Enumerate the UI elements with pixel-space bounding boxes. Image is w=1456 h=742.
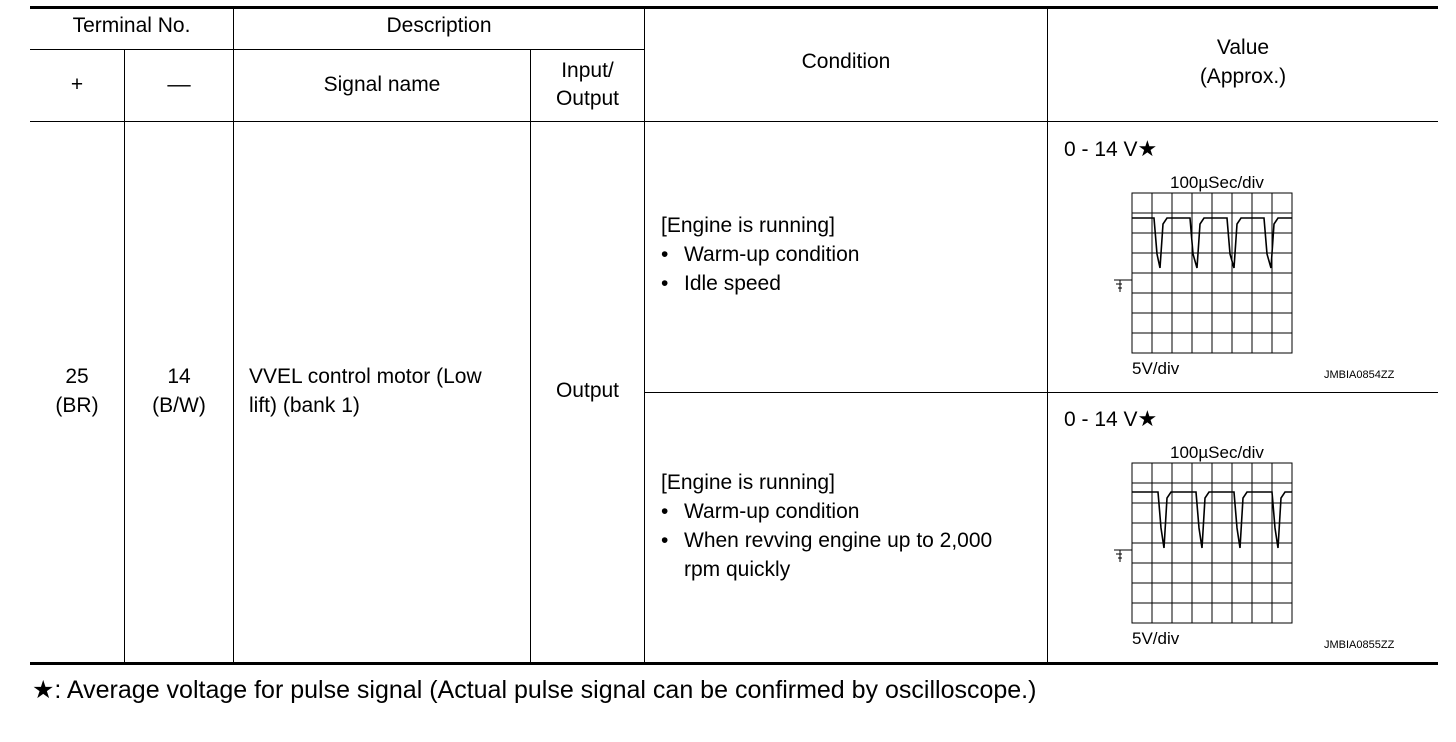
oscilloscope-graph-2: [1110, 438, 1430, 658]
condition-2-bullet-2: •: [661, 529, 669, 552]
oscilloscope-graph-1: [1110, 168, 1430, 388]
oscilloscope-waveform-2: [1110, 438, 1430, 658]
volt-division-label: 5V/div: [1132, 359, 1180, 378]
col-divider-signal-io: [530, 50, 531, 662]
star-icon: ★: [32, 676, 55, 704]
condition-1-item-1: Warm-up condition: [684, 243, 860, 266]
condition-divider-rule: [644, 392, 1438, 393]
terminal-plus-wire-color: (BR): [55, 394, 99, 417]
io-value: Output: [555, 379, 620, 402]
table-bottom-rule: [30, 662, 1438, 665]
signal-name-line1: VVEL control motor (Low: [249, 365, 482, 388]
signal-name-line2: lift) (bank 1): [249, 394, 360, 417]
header-plus: +: [70, 73, 84, 96]
footnote-text: : Average voltage for pulse signal (Actual pulse signal can be confirmed by oscilloscope.): [54, 676, 1037, 704]
header-terminal-no: Terminal No.: [72, 14, 191, 37]
header-condition: Condition: [801, 50, 891, 73]
ground-symbol-icon: [1114, 550, 1132, 562]
header-io-line1: Input/: [561, 59, 614, 82]
condition-2-title: [Engine is running]: [661, 471, 835, 494]
time-division-label: 100µSec/div: [1170, 443, 1264, 462]
value-2-range-text: 0 - 14 V: [1064, 408, 1138, 431]
header-value-line2: (Approx.): [1199, 65, 1287, 88]
header-io-line2: Output: [555, 87, 620, 110]
col-divider-terminal-description: [233, 9, 234, 662]
col-divider-io-condition: [644, 9, 645, 662]
header-minus: ––: [167, 73, 191, 96]
condition-1-bullet-2: •: [661, 272, 669, 295]
condition-2-item-2-cont: rpm quickly: [684, 558, 791, 581]
condition-2-bullet-1: •: [661, 500, 669, 523]
oscilloscope-waveform-1: [1110, 168, 1430, 388]
header-signal-name: Signal name: [323, 73, 441, 96]
table-top-rule: [30, 6, 1438, 9]
col-divider-condition-value: [1047, 9, 1048, 662]
condition-2-item-2: When revving engine up to 2,000: [684, 529, 993, 552]
terminal-minus-number: 14: [167, 365, 191, 388]
footnote: [32, 674, 1036, 706]
condition-1-item-2: Idle speed: [684, 272, 781, 295]
col-divider-plus-minus: [124, 50, 125, 662]
volt-division-label: 5V/div: [1132, 629, 1180, 648]
header-sub-rule: [30, 49, 644, 50]
terminal-plus-number: 25: [65, 365, 89, 388]
terminal-minus-wire-color: (B/W): [152, 394, 206, 417]
figure-code: JMBIA0855ZZ: [1324, 639, 1395, 651]
time-division-label: 100µSec/div: [1170, 173, 1264, 192]
value-1-range: [1064, 134, 1157, 165]
ground-symbol-icon: [1114, 280, 1132, 292]
value-2-range: [1064, 404, 1157, 435]
header-value-line1: Value: [1216, 36, 1270, 59]
figure-code: JMBIA0854ZZ: [1324, 369, 1395, 381]
star-icon: ★: [1137, 136, 1158, 161]
condition-2-item-1: Warm-up condition: [684, 500, 860, 523]
condition-1-title: [Engine is running]: [661, 214, 835, 237]
condition-1-bullet-1: •: [661, 243, 669, 266]
star-icon: ★: [1137, 406, 1158, 431]
header-description: Description: [386, 14, 492, 37]
value-1-range-text: 0 - 14 V: [1064, 138, 1138, 161]
header-bottom-rule: [30, 121, 1438, 122]
